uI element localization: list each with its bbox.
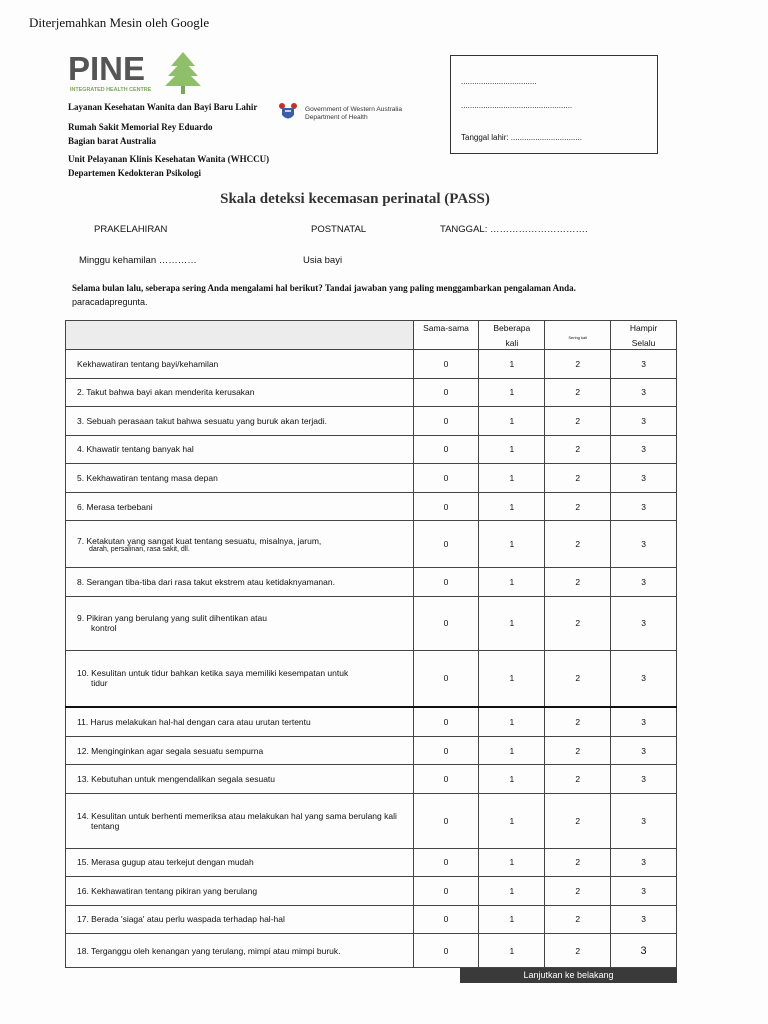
question-text: 7. Ketakutan yang sangat kuat tentang sesuatu, misalnya, jarum, <box>77 535 322 546</box>
table-row <box>66 521 677 568</box>
response-option-3[interactable]: 3 <box>611 765 677 794</box>
question-cell <box>66 707 414 737</box>
service-line-4: Unit Pelayanan Klinis Kesehatan Wanita (WHCCU) <box>68 154 270 164</box>
response-option-3[interactable]: 3 <box>611 492 677 521</box>
response-option-2[interactable]: 2 <box>545 765 611 794</box>
response-option-1[interactable]: 1 <box>479 521 545 568</box>
question-cell <box>66 596 414 651</box>
service-line-1: Layanan Kesehatan Wanita dan Bayi Baru Lahir <box>68 102 258 112</box>
table-row <box>66 435 677 464</box>
col-header-almost-always-label-1: Hampir <box>629 323 658 333</box>
response-option-2[interactable]: 2 <box>545 651 611 707</box>
response-option-1[interactable]: 1 <box>479 464 545 493</box>
response-option-2[interactable]: 2 <box>545 350 611 379</box>
response-option-2[interactable]: 2 <box>545 905 611 934</box>
instructions: Selama bulan lalu, seberapa sering Anda mengalami hal berikut? Tandai jawaban yang paling menggambarkan pengalaman Anda. <box>72 283 576 293</box>
question-text-continued: kontrol <box>91 623 117 634</box>
response-option-0[interactable]: 0 <box>413 596 479 651</box>
response-option-2[interactable]: 2 <box>545 407 611 436</box>
response-option-2[interactable]: 2 <box>545 793 611 848</box>
table-row <box>66 596 677 651</box>
table-row <box>66 765 677 794</box>
response-option-0[interactable]: 0 <box>413 848 479 877</box>
question-cell <box>66 793 414 848</box>
service-line-5: Departemen Kedokteran Psikologi <box>68 168 201 178</box>
weeks-pregnant-field[interactable]: Minggu kehamilan ………… <box>79 255 197 266</box>
date-field[interactable]: TANGGAL: …………………………. <box>440 224 588 235</box>
response-option-3[interactable]: 3 <box>611 736 677 765</box>
response-option-3[interactable]: 3 <box>611 848 677 877</box>
response-option-0[interactable]: 0 <box>413 877 479 906</box>
question-cell <box>66 378 414 407</box>
continue-overleaf-banner: Lanjutkan ke belakang <box>460 968 677 983</box>
response-option-1[interactable]: 1 <box>479 350 545 379</box>
question-text: 5. Kekhawatiran tentang masa depan <box>77 473 218 484</box>
response-option-1[interactable]: 1 <box>479 651 545 707</box>
question-text: 16. Kekhawatiran tentang pikiran yang berulang <box>77 885 258 896</box>
col-header-often <box>545 321 611 350</box>
response-option-0[interactable]: 0 <box>413 736 479 765</box>
response-option-3[interactable]: 3 <box>611 407 677 436</box>
response-option-0[interactable]: 0 <box>413 707 479 737</box>
response-option-1[interactable]: 1 <box>479 596 545 651</box>
question-text: 6. Merasa terbebani <box>77 501 153 512</box>
question-text: 13. Kebutuhan untuk mengendalikan segala sesuatu <box>77 774 276 785</box>
gov-wa-logo <box>276 100 426 126</box>
question-text-continued: darah, persalinan, rasa sakit, dll. <box>89 545 190 553</box>
response-option-0[interactable]: 0 <box>413 793 479 848</box>
response-option-1[interactable]: 1 <box>479 848 545 877</box>
col-header-almost-always <box>611 321 677 350</box>
response-option-3[interactable]: 3 <box>611 596 677 651</box>
table-row <box>66 793 677 848</box>
question-cell <box>66 877 414 906</box>
table-row <box>66 350 677 379</box>
service-line-3: Bagian barat Australia <box>68 136 157 146</box>
patient-line-1: .................................. <box>461 77 537 86</box>
question-text: 4. Khawatir tentang banyak hal <box>77 444 194 455</box>
question-text-continued: tidur <box>91 678 108 689</box>
question-cell <box>66 407 414 436</box>
crest-icon <box>279 103 297 119</box>
response-option-1[interactable]: 1 <box>479 736 545 765</box>
question-cell <box>66 765 414 794</box>
question-text: 8. Serangan tiba-tiba dari rasa takut ekstrem atau ketidaknyamanan. <box>77 576 335 587</box>
col-header-sometimes-label-1: Beberapa <box>493 323 531 333</box>
table-row <box>66 848 677 877</box>
question-cell <box>66 435 414 464</box>
response-option-3[interactable]: 3 <box>611 350 677 379</box>
question-column-header <box>66 321 414 350</box>
table-row <box>66 707 677 737</box>
response-option-3[interactable]: 3 <box>611 435 677 464</box>
translation-notice: Diterjemahkan Mesin oleh Google <box>29 15 210 30</box>
patient-label-box[interactable] <box>450 55 658 154</box>
table-row <box>66 407 677 436</box>
response-option-1[interactable]: 1 <box>479 793 545 848</box>
response-option-3[interactable]: 3 <box>611 905 677 934</box>
response-option-0[interactable]: 0 <box>413 350 479 379</box>
response-option-0[interactable]: 0 <box>413 407 479 436</box>
instructions-tail: paracadapregunta. <box>72 297 148 307</box>
col-header-sometimes <box>479 321 545 350</box>
question-text: 2. Takut bahwa bayi akan menderita kerusakan <box>77 387 255 398</box>
baby-age-field[interactable]: Usia bayi <box>303 255 343 266</box>
question-text: 3. Sebuah perasaan takut bahwa sesuatu yang buruk akan terjadi. <box>77 415 327 426</box>
response-option-2[interactable]: 2 <box>545 707 611 737</box>
response-option-0[interactable]: 0 <box>413 905 479 934</box>
response-option-0[interactable]: 0 <box>413 568 479 597</box>
response-option-3[interactable]: 3 <box>611 651 677 707</box>
question-text: 12. Menginginkan agar segala sesuatu sempurna <box>77 745 264 756</box>
response-option-1[interactable]: 1 <box>479 378 545 407</box>
col-header-sometimes-label-2: kali <box>505 338 519 348</box>
question-text-continued: tentang <box>91 820 120 831</box>
gov-line-1: Government of Western Australia <box>305 106 402 113</box>
response-option-1[interactable]: 1 <box>479 407 545 436</box>
response-option-0[interactable]: 0 <box>413 521 479 568</box>
response-option-1[interactable]: 1 <box>479 707 545 737</box>
patient-dob: Tanggal lahir: ................................ <box>461 133 582 142</box>
question-cell <box>66 568 414 597</box>
response-option-3[interactable]: 3 <box>611 568 677 597</box>
question-text: Kekhawatiran tentang bayi/kehamilan <box>77 358 219 369</box>
table-row <box>66 464 677 493</box>
antenatal-option[interactable]: PRAKELAHIRAN <box>94 224 168 235</box>
table-row <box>66 568 677 597</box>
response-option-2[interactable]: 2 <box>545 492 611 521</box>
response-option-2[interactable]: 2 <box>545 521 611 568</box>
response-option-0[interactable]: 0 <box>413 651 479 707</box>
question-cell <box>66 848 414 877</box>
response-option-3[interactable]: 3 <box>611 793 677 848</box>
col-header-never-label: Sama-sama <box>423 323 469 333</box>
response-option-2[interactable]: 2 <box>545 435 611 464</box>
col-header-often-label: Sering kali <box>568 335 588 340</box>
response-option-0[interactable]: 0 <box>413 464 479 493</box>
response-option-3[interactable]: 3 <box>611 934 677 968</box>
question-text: 14. Kesulitan untuk berhenti memeriksa atau melakukan hal yang sama berulang kali <box>77 810 397 821</box>
response-option-0[interactable]: 0 <box>413 492 479 521</box>
response-option-1[interactable]: 1 <box>479 877 545 906</box>
response-option-2[interactable]: 2 <box>545 736 611 765</box>
response-option-2[interactable]: 2 <box>545 464 611 493</box>
pine-logo <box>68 50 208 100</box>
table-row <box>66 736 677 765</box>
response-option-2[interactable]: 2 <box>545 596 611 651</box>
pine-logo-text: PINE <box>68 50 146 87</box>
question-cell <box>66 651 414 707</box>
question-cell <box>66 492 414 521</box>
response-option-0[interactable]: 0 <box>413 435 479 464</box>
response-option-0[interactable]: 0 <box>413 765 479 794</box>
response-option-2[interactable]: 2 <box>545 877 611 906</box>
question-cell <box>66 736 414 765</box>
table-row <box>66 492 677 521</box>
question-cell <box>66 464 414 493</box>
response-option-3[interactable]: 3 <box>611 464 677 493</box>
col-header-never <box>413 321 479 350</box>
gov-line-2: Department of Health <box>305 114 368 121</box>
question-text: 15. Merasa gugup atau terkejut dengan mudah <box>77 857 254 868</box>
pass-questionnaire-table <box>65 320 677 968</box>
table-row <box>66 877 677 906</box>
question-cell <box>66 521 414 568</box>
question-text: 10. Kesulitan untuk tidur bahkan ketika saya memiliki kesempatan untuk <box>77 668 349 679</box>
response-option-1[interactable]: 1 <box>479 435 545 464</box>
response-option-1[interactable]: 1 <box>479 765 545 794</box>
question-text: 11. Harus melakukan hal-hal dengan cara atau urutan tertentu <box>77 716 311 727</box>
response-option-3[interactable]: 3 <box>611 521 677 568</box>
response-option-1[interactable]: 1 <box>479 905 545 934</box>
response-option-0[interactable]: 0 <box>413 378 479 407</box>
table-row <box>66 934 677 968</box>
response-option-1[interactable]: 1 <box>479 492 545 521</box>
response-option-3[interactable]: 3 <box>611 707 677 737</box>
response-option-2[interactable]: 2 <box>545 568 611 597</box>
question-cell <box>66 934 414 968</box>
table-row <box>66 378 677 407</box>
response-option-3[interactable]: 3 <box>611 378 677 407</box>
response-option-2[interactable]: 2 <box>545 848 611 877</box>
pine-tree-icon <box>165 52 201 94</box>
response-option-1[interactable]: 1 <box>479 568 545 597</box>
pine-logo-subtitle: INTEGRATED HEALTH CENTRE <box>70 87 152 93</box>
response-option-3[interactable]: 3 <box>611 877 677 906</box>
table-row <box>66 651 677 707</box>
response-option-2[interactable]: 2 <box>545 934 611 968</box>
page-title: Skala deteksi kecemasan perinatal (PASS) <box>220 191 490 207</box>
question-cell <box>66 905 414 934</box>
table-header-row <box>66 321 677 350</box>
col-header-almost-always-label-2: Selalu <box>631 338 656 348</box>
question-text: 18. Terganggu oleh kenangan yang terulang, mimpi atau mimpi buruk. <box>77 945 341 956</box>
response-option-1[interactable]: 1 <box>479 934 545 968</box>
question-cell <box>66 350 414 379</box>
response-option-2[interactable]: 2 <box>545 378 611 407</box>
response-option-0[interactable]: 0 <box>413 934 479 968</box>
question-text: 17. Berada 'siaga' atau perlu waspada terhadap hal-hal <box>77 914 285 925</box>
patient-line-2: .................................................. <box>461 101 573 110</box>
postnatal-option[interactable]: POSTNATAL <box>311 224 367 235</box>
table-row <box>66 905 677 934</box>
service-line-2: Rumah Sakit Memorial Rey Eduardo <box>68 122 213 132</box>
question-text: 9. Pikiran yang berulang yang sulit dihentikan atau <box>77 613 267 624</box>
